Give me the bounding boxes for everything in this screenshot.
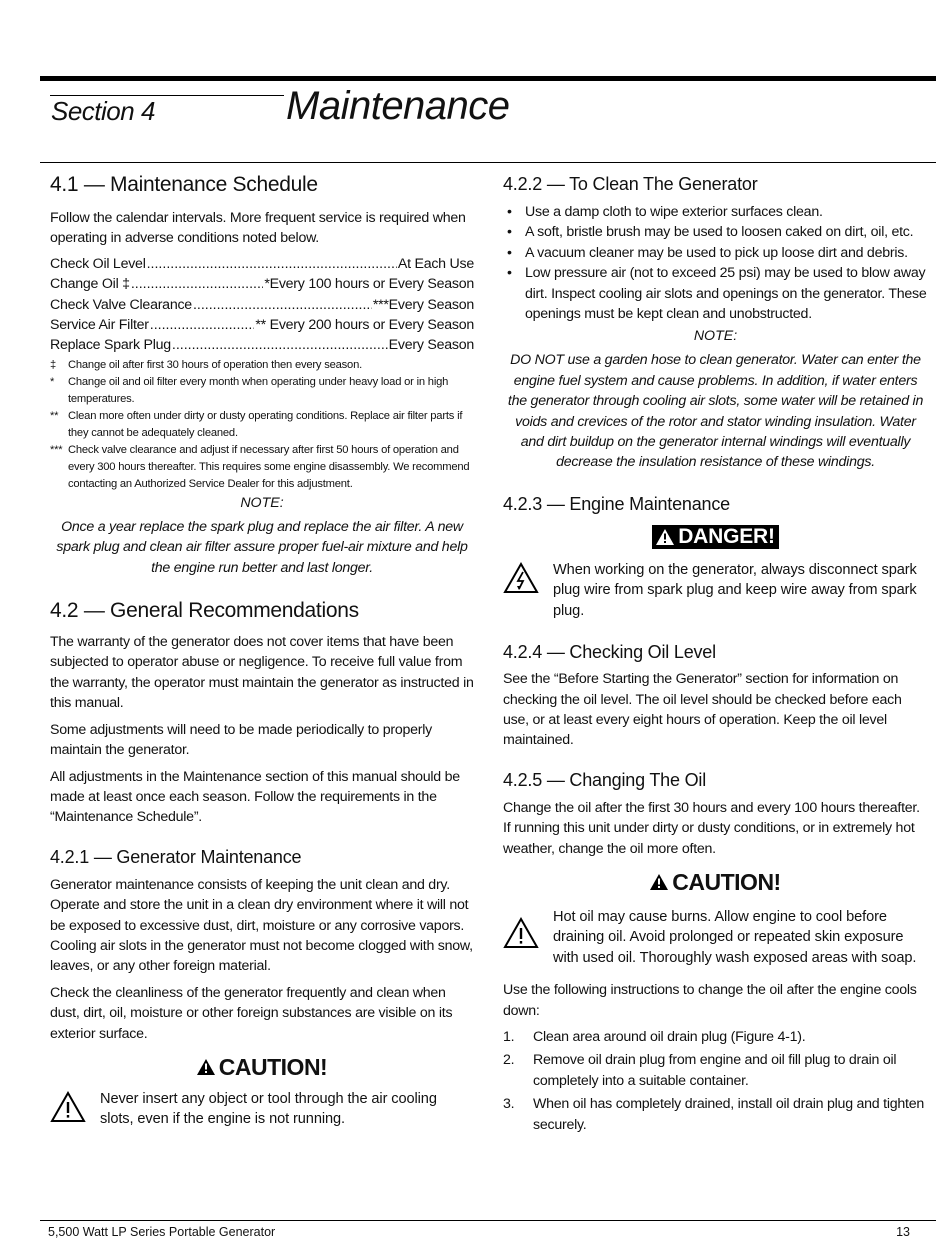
list-item [503, 1094, 928, 1135]
paragraph: Generator maintenance consists of keeping the unit clean and dry. Operate and store the unit in a clean dry environment where it will not be exposed to excessive dust, dirt, moisture or any corrosive vapors. Cooling air slots in the generator must not become clogged with snow, leaves, or any other foreign material. [50, 876, 473, 975]
schedule-row [50, 335, 474, 355]
paragraph: All adjustments in the Maintenance section of this manual should be made at least once each season. Follow the requirements in the “Maintenance Schedule”. [50, 768, 460, 826]
schedule-row [50, 315, 474, 335]
heading-general-recommendations: 4.2 — General Recommendations [50, 599, 359, 623]
schedule-item: Check Oil Level [50, 255, 146, 272]
heading-clean-generator: 4.2.2 — To Clean The Generator [503, 174, 758, 194]
heading-checking-oil-level: 4.2.4 — Checking Oil Level [503, 642, 716, 663]
caution-heading [503, 869, 928, 896]
step-text: When oil has completely drained, install oil drain plug and tighten securely. [533, 1096, 924, 1133]
schedule-item: Check Valve Clearance [50, 296, 192, 313]
bullet-text: A vacuum cleaner may be used to pick up loose dirt and debris. [525, 244, 908, 261]
section-label: Section 4 [51, 96, 155, 126]
footnote-mark: *** [50, 443, 63, 456]
schedule-row [50, 254, 474, 274]
footnote-text: Change oil and oil filter every month when operating under heavy load or in high temperatures. [68, 375, 449, 405]
paragraph: See the “Before Starting the Generator” section for information on checking the oil level. The oil level should be checked before each use, or at least every eight hours of operation. Keep the oil level maintained. [503, 671, 902, 749]
danger-heading [503, 525, 928, 549]
step-text: Clean area around oil drain plug (Figure 4-1). [533, 1028, 806, 1045]
step-number: 3. [503, 1096, 515, 1113]
footnote [50, 408, 474, 442]
header-rule [40, 76, 936, 81]
schedule-interval: Every Season [388, 337, 474, 354]
warning-triangle-icon [650, 874, 668, 890]
footnote-mark: ** [50, 409, 59, 422]
schedule-intro: Follow the calendar intervals. More frequent service is required when operating in adverse conditions noted below. [50, 210, 466, 247]
schedule-item: Change Oil ‡ [50, 276, 130, 293]
schedule-interval: ***Every Season [372, 296, 474, 313]
bullet-text: A soft, bristle brush may be used to loosen caked on dirt, oil, etc. [525, 224, 914, 241]
exclamation-triangle-icon [50, 1089, 100, 1128]
footnotes [50, 357, 474, 493]
schedule-row [50, 274, 474, 294]
footnote-text: Check valve clearance and adjust if necessary after first 50 hours of operation and every 300 hours thereafter. This requires some engine disassembly. We recommend contacting an Authorized Service Dealer for this adjustment. [68, 443, 470, 490]
danger-label [652, 525, 779, 549]
footnote-text: Change oil after first 30 hours of operation then every season. [68, 358, 362, 371]
paragraph: Use the following instructions to change the oil after the engine cools down: [503, 982, 917, 1019]
list-item: • A soft, bristle brush may be used to loosen caked on dirt, oil, etc. [503, 222, 928, 242]
oil-change-steps [503, 1027, 928, 1135]
section-title: Maintenance [286, 84, 510, 128]
paragraph: Some adjustments will need to be made periodically to properly maintain the generator. [50, 721, 432, 759]
list-item: • Low pressure air (not to exceed 25 psi) may be used to blow away dirt. Inspect cooling air slots and openings on the generator. These openings must be kept clean and unobstructed. [503, 263, 928, 324]
electric-shock-icon [503, 560, 553, 599]
heading-changing-oil: 4.2.5 — Changing The Oil [503, 769, 706, 790]
caution-block [503, 907, 928, 968]
paragraph: The warranty of the generator does not cover items that have been subjected to operator abuse or negligence. To receive full value from the warranty, the operator must maintain the generator as instructed in this manual. [50, 634, 474, 712]
paragraph: Change the oil after the first 30 hours and every 100 hours thereafter. If running this unit under dirty or dusty conditions, or in extremely hot weather, change the oil more often. [503, 799, 920, 857]
danger-title: DANGER! [678, 524, 775, 548]
danger-text: When working on the generator, always disconnect spark plug wire from spark plug and keep wire away from spark plug. [553, 561, 917, 619]
caution-text: Never insert any object or tool through the air cooling slots, even if the engine is not running. [100, 1090, 437, 1128]
footnote-text: Clean more often under dirty or dusty operating conditions. Replace air filter parts if they cannot be adequately cleaned. [68, 409, 463, 439]
caution-heading [50, 1054, 474, 1081]
page-number: 13 [896, 1225, 910, 1239]
list-item [503, 1050, 928, 1091]
danger-block [503, 560, 928, 621]
step-text: Remove oil drain plug from engine and oil fill plug to drain oil completely into a suitable container. [533, 1052, 897, 1089]
clean-bullets [503, 202, 928, 324]
schedule-row [50, 295, 474, 315]
caution-title: CAUTION! [672, 868, 781, 895]
footer-rule [40, 1220, 936, 1221]
step-number: 1. [503, 1028, 515, 1045]
warning-triangle-icon [197, 1059, 215, 1075]
caution-text: Hot oil may cause burns. Allow engine to cool before draining oil. Avoid prolonged or repeated skin exposure with used oil. Thoroughly wash exposed areas with soap. [553, 908, 917, 966]
list-item: • A vacuum cleaner may be used to pick up loose dirt and debris. [503, 243, 928, 263]
footnote [50, 374, 474, 408]
heading-engine-maintenance: 4.2.3 — Engine Maintenance [503, 493, 730, 514]
exclamation-triangle-icon [503, 907, 553, 954]
right-column [503, 170, 928, 1135]
schedule-item: Replace Spark Plug [50, 337, 171, 354]
schedule-interval: At Each Use [397, 255, 474, 272]
schedule-item: Service Air Filter [50, 317, 149, 334]
heading-generator-maintenance: 4.2.1 — Generator Maintenance [50, 846, 302, 867]
schedule-table [50, 254, 474, 356]
schedule-interval: ** Every 200 hours or Every Season [255, 317, 474, 334]
list-item [503, 1027, 928, 1047]
paragraph: Check the cleanliness of the generator frequently and clean when dust, dirt, oil, moisture or other foreign substances are visible on its exterior surface. [50, 984, 453, 1042]
bullet-text: Low pressure air (not to exceed 25 psi) may be used to blow away dirt. Inspect cooling air slots and openings on the generator. These openings must be kept clean and unobstructed. [525, 265, 927, 323]
section-divider [40, 162, 936, 163]
footnote [50, 442, 474, 493]
caution-title: CAUTION! [218, 1053, 328, 1080]
footnote [50, 357, 474, 374]
step-number: 2. [503, 1052, 515, 1069]
note-body: DO NOT use a garden hose to clean generator. Water can enter the engine fuel system and cause problems. In addition, if water enters the generator through cooling air slots, some water will be retained in voids and crevices of the rotor and stator winding insulation. Water and dirt buildup on the generator internal windings will eventually decrease the insulation resistance of these windings. [507, 352, 924, 471]
bullet-text: Use a damp cloth to wipe exterior surfaces clean. [525, 204, 823, 220]
schedule-interval: *Every 100 hours or Every Season [264, 276, 474, 293]
note-heading: NOTE: [240, 494, 284, 511]
footnote-mark: * [50, 375, 55, 388]
footer-title: 5,500 Watt LP Series Portable Generator [48, 1225, 276, 1239]
caution-block [50, 1089, 474, 1130]
list-item: • Use a damp cloth to wipe exterior surfaces clean. [503, 202, 928, 222]
note-body: Once a year replace the spark plug and replace the air filter. A new spark plug and clean air filter assure proper fuel-air mixture and help the engine run better and last longer. [56, 518, 468, 576]
left-column [50, 170, 474, 1130]
heading-maintenance-schedule: 4.1 — Maintenance Schedule [50, 173, 318, 196]
note-heading: NOTE: [693, 328, 738, 345]
warning-triangle-icon [656, 529, 674, 545]
footnote-mark: ‡ [50, 358, 57, 371]
